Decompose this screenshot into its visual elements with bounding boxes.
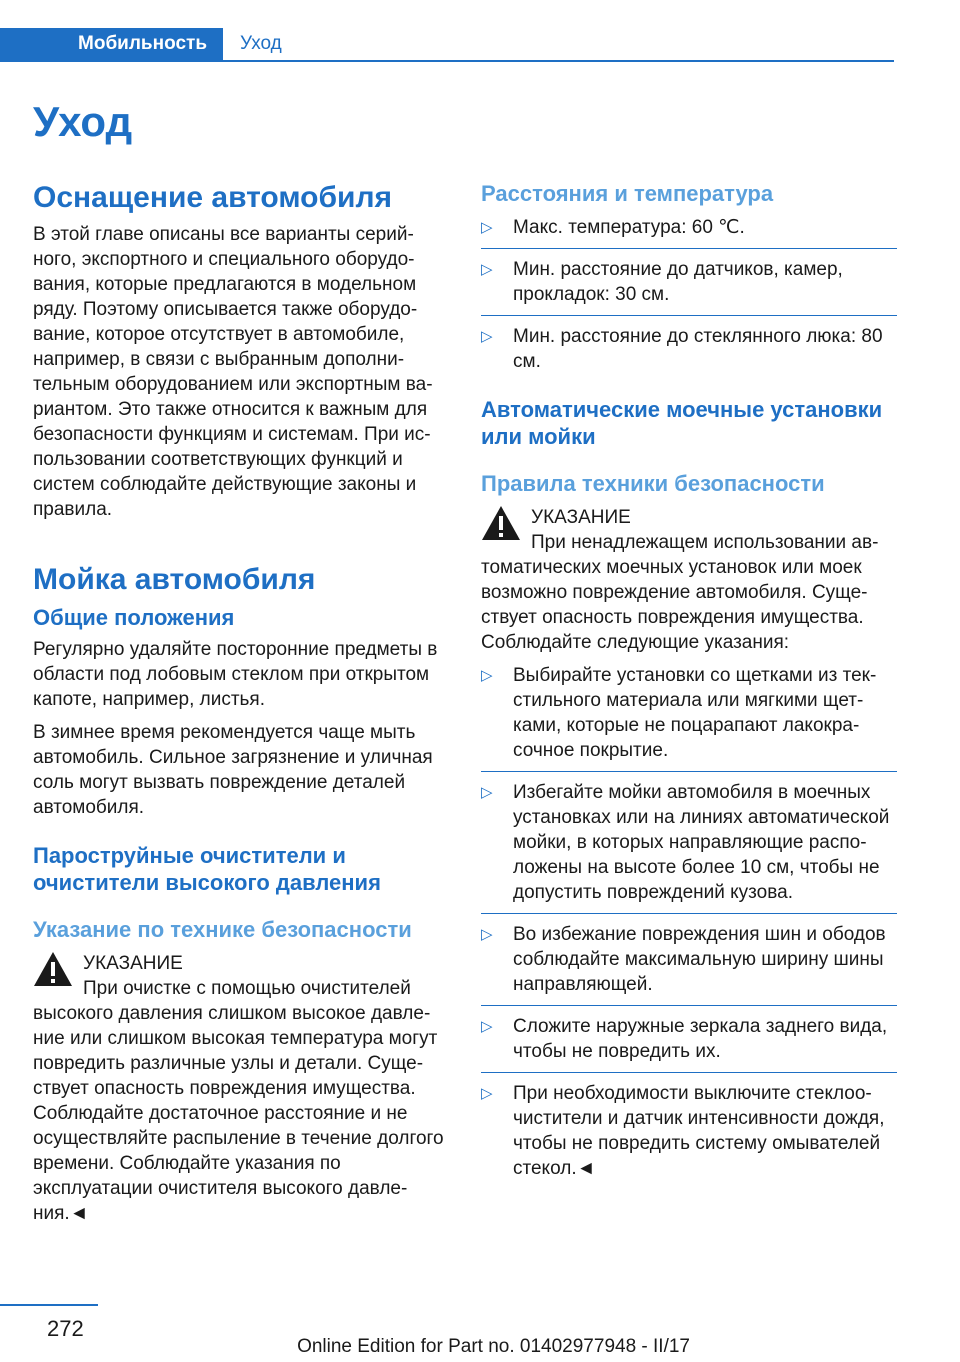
warning-block xyxy=(33,951,449,1226)
warning-text: При очистке с помощью очистителей высокого давления слишком высокое давление или слишком высокая температура могут повредить различные узлы и детали. Существует опасность повреждения имущества. Соблюдайте достаточное расстояние и не осуществляйте распыление в течение долгого времени. Соблюдайте указания по эксплуатации очистителя высокого давления.◄ xyxy=(33,978,444,1224)
general-heading: Общие положения xyxy=(33,605,235,630)
left-column xyxy=(33,180,449,1234)
triangle-right-icon: ▷ xyxy=(481,926,493,943)
safety-rules-heading: Правила техники безопасности xyxy=(481,471,825,496)
distances-list xyxy=(481,215,897,374)
section-tab[interactable]: Мобильность xyxy=(0,28,223,60)
warning-label: УКАЗАНИЕ xyxy=(531,507,631,528)
warning-triangle-icon xyxy=(33,951,73,987)
triangle-right-icon: ▷ xyxy=(481,1085,493,1102)
list-item: ▷ Мин. расстояние до стеклянного люка: 80 см. xyxy=(481,326,883,372)
list-item: ▷ Сложите наружные зеркала заднего вида, чтобы не повредить их. xyxy=(481,1014,897,1073)
equipment-text: В этой главе описаны все варианты серийного, экспортного и специального оборудования, которые предлагаются в модельном ряду. Поэтому описывается также оборудование, которое отсутствует в автомобиле, например, в связи с выбранным дополнительным оборудованием или экспортным вариантом. Это также относится к важным для безопасности функциям и системам. При использовании соответствующих функций и систем соблюдайте действующие законы и правила. xyxy=(33,224,433,520)
tips-list xyxy=(481,663,897,1181)
warning-triangle-icon xyxy=(481,505,521,541)
list-item: ▷ Во избежание повреждения шин и ободов соблюдайте максимальную ширину шины направляющей. xyxy=(481,922,897,1006)
header-rule xyxy=(0,60,894,62)
list-item: ▷ Макс. температура: 60 ℃. xyxy=(481,215,897,249)
warning-text: При ненадлежащем использовании автоматических моечных установок или моек возможно повреждение автомобиля. Существует опасность повреждения имущества. Соблюдайте следующие указания: xyxy=(481,532,879,653)
list-item: ▷ При необходимости выключите стеклоочистители и датчик интенсивности дождя, чтобы не повредить систему омывателей стекол.◄ xyxy=(481,1083,885,1179)
car-wash-heading: Мойка автомобиля xyxy=(33,563,316,596)
list-item: ▷ Мин. расстояние до датчиков, камер, прокладок: 30 см. xyxy=(481,257,897,316)
triangle-right-icon: ▷ xyxy=(481,219,493,236)
auto-wash-heading: Автоматические моечные установки или мойки xyxy=(481,397,883,449)
chapter-tab[interactable]: Уход xyxy=(240,33,282,54)
page-number: 272 xyxy=(47,1316,84,1341)
equipment-heading: Оснащение автомобиля xyxy=(33,181,393,214)
warning-block xyxy=(481,505,897,655)
list-item: ▷ Выбирайте установки со щетками из текстильного материала или мягкими щетками, которые не поцарапают лакокрасочное покрытие. xyxy=(481,663,897,772)
page-header xyxy=(0,0,894,62)
list-item: ▷ Избегайте мойки автомобиля в моечных установках или на линиях автоматической мойки, в которых направляющие расположены на высоте более 10 см, чтобы не допустить повреждений кузова. xyxy=(481,780,897,914)
triangle-right-icon: ▷ xyxy=(481,261,493,278)
triangle-right-icon: ▷ xyxy=(481,328,493,345)
triangle-right-icon: ▷ xyxy=(481,667,493,684)
edition-text: Online Edition for Part no. 01402977948 - II/17 xyxy=(297,1336,690,1357)
steam-cleaners-heading: Пароструйные очистители и очистители высокого давления xyxy=(33,843,381,895)
footer-rule xyxy=(0,1304,98,1306)
warning-label: УКАЗАНИЕ xyxy=(83,953,183,974)
safety-note-heading: Указание по технике безопасности xyxy=(33,917,412,942)
general-paragraph-2: В зимнее время рекомендуется чаще мыть автомобиль. Сильное загрязнение и уличная соль могут вызвать повреждение деталей автомобиля. xyxy=(33,722,433,818)
general-paragraph-1: Регулярно удаляйте посторонние предметы в области под лобовым стеклом при открытом капоте, например, листья. xyxy=(33,639,438,710)
right-column xyxy=(481,180,897,1189)
distances-heading: Расстояния и температура xyxy=(481,181,774,206)
triangle-right-icon: ▷ xyxy=(481,784,493,801)
triangle-right-icon: ▷ xyxy=(481,1018,493,1035)
page-title: Уход xyxy=(33,98,133,145)
